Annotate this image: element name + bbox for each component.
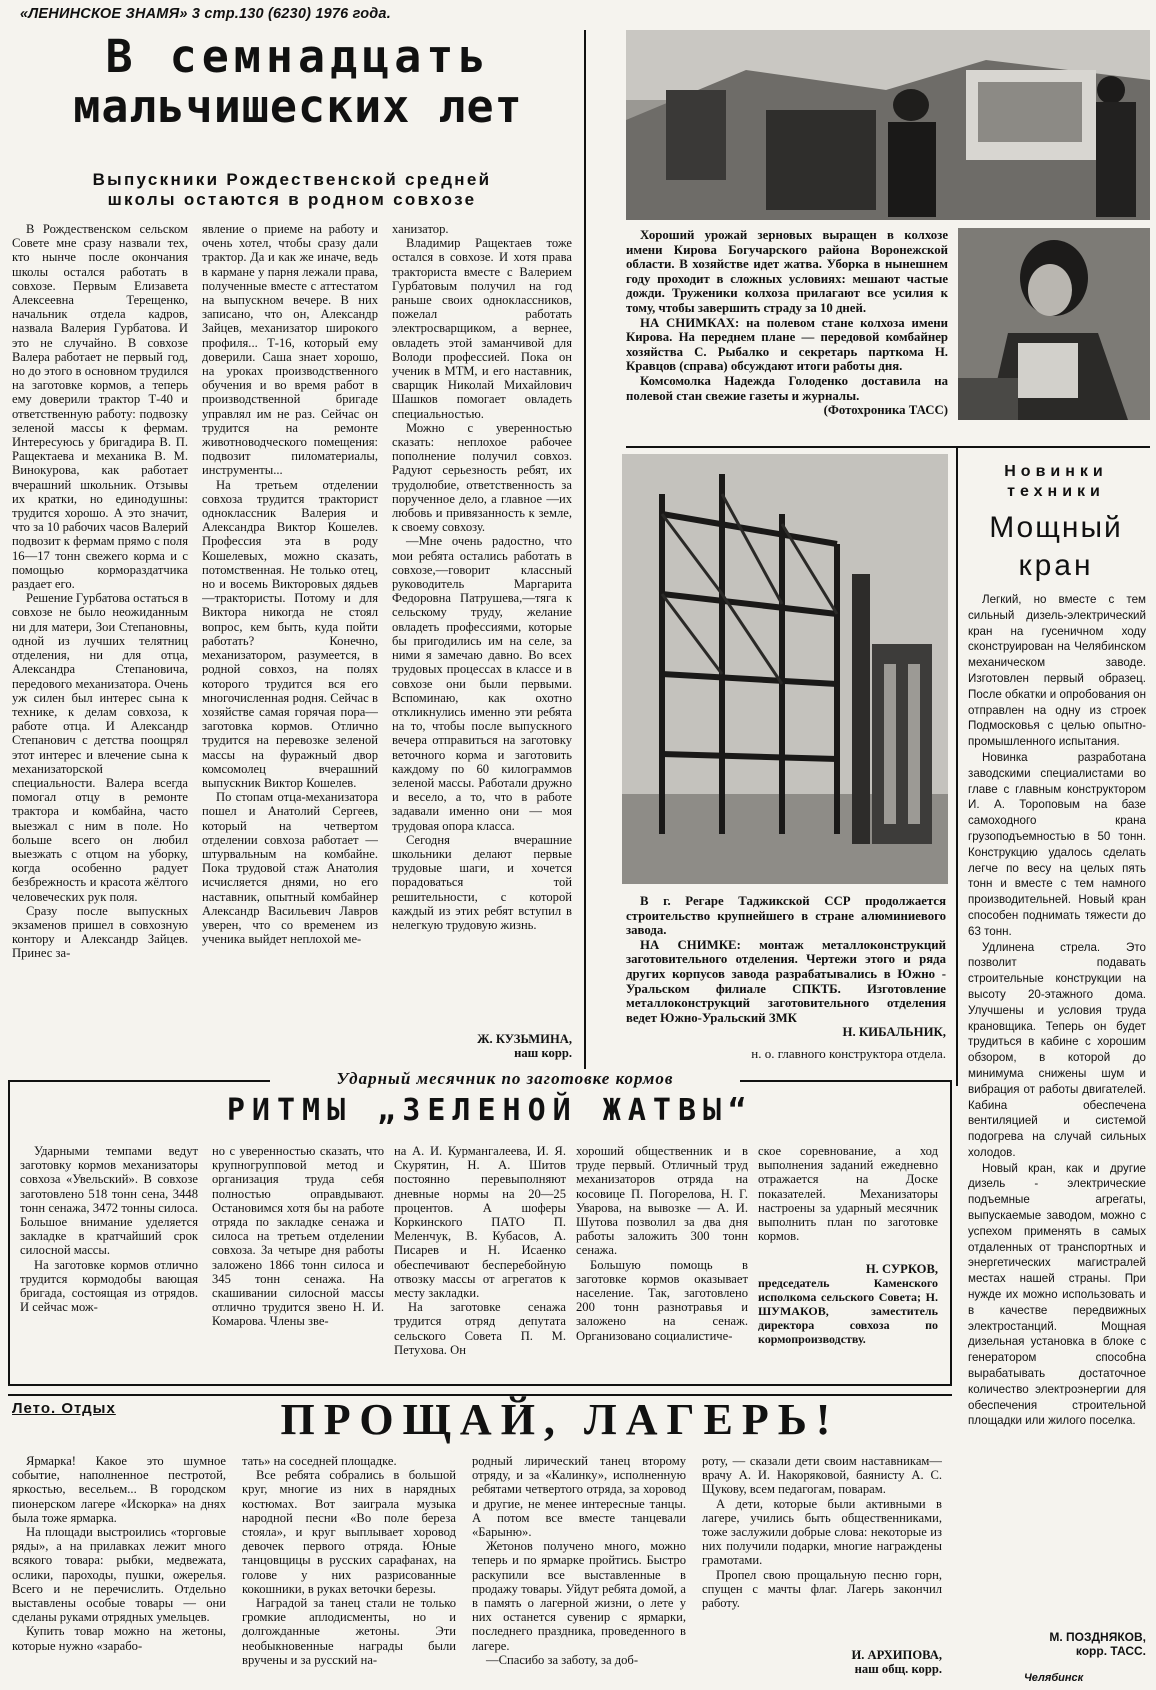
paragraph: но с уверенностью сказать, что крупногрупповой метод и организация труда себя полностью оправдывают. Остановимся хотя бы на работе отряда по закладке сенажа и силоса на третьем отделении совхоза. За четыре дня работы заложено 1866 тонн силоса и 345 тонн сенажа. На скашивании силосной массы отлично трудится звено Н. И. Комарова. Члены зве-: [212, 1144, 384, 1329]
article1-column-2: [202, 222, 378, 1064]
paragraph: На площади выстроились «торговые ряды», а на прилавках лежит много всякого товара: рыбки, медвежата, ослики, пароходы, пушки, ожерелья. Всего и не перечислить. Отдельно выставлены особые товары — они сделаны руками отрядных умельцев.: [12, 1525, 226, 1625]
caption-text: Комсомолка Надежда Голоденко доставила на полевой стан свежие газеты и журналы.: [626, 373, 948, 403]
harvest-photo: [626, 30, 1150, 220]
paragraph: Пропел свою прощальную песню горн, спущен с мачты флаг. Лагерь закончил работу.: [702, 1567, 942, 1611]
paragraph: Можно с уверенностью сказать: неплохое рабочее пополнение получил совхоз. Радуют серьезность ребят, их трудолюбие, ответственность за порученное дело, а главное —их любовь и привязанность к земле, к своему совхозу.: [392, 420, 572, 535]
paragraph: На заготовке кормов отлично трудится кормодобы вающая бригада, состоящая из отрядов. И сейчас мож-: [20, 1257, 198, 1315]
article3-kicker: Лето. Отдых: [12, 1400, 116, 1417]
construction-caption: [626, 894, 946, 1040]
komsomol-photo-image: [958, 228, 1150, 420]
paragraph: ское соревнование, а ход выполнения заданий ежедневно отражается на Доске показателей. Механизаторы настроены за ударный месячник выполнить план по заготовке кормов.: [758, 1144, 938, 1244]
author-name: И. АРХИПОВА,: [851, 1648, 942, 1662]
construction-photo-image: [622, 454, 948, 884]
article2-column-2: [212, 1144, 384, 1380]
subtitle-line-2: школы остаются в родном совхозе: [107, 190, 477, 209]
sidebar-title-2: кран: [1018, 549, 1094, 582]
article2-column-1: [20, 1144, 198, 1380]
author-name: Ж. КУЗЬМИНА,: [477, 1032, 572, 1046]
paragraph: Новый кран, как и другие дизель - электрические подъемные агрегаты, выпускаемые заводом, можно с успехом применять в самых отдаленных от транспортных и энергетических магистралей местах нашей страны. При нужде их можно использовать и в качестве передвижных электростанций. Мощная дизельная установка в блоке с генератором способна вырабатывать достаточное количество электроэнергии для обеспечения строительной площадки или жилого поселка.: [968, 1161, 1146, 1428]
paragraph: На третьем отделении совхоза трудится тракторист одноклассник Валерия и Александра Виктор Кошелев. Профессия эта в роду Кошелевых, можно сказать, потомственная. Не только отец, но и восемь Викторовых дядьев—трактористы. Потому и для Виктора никогда не стоял вопрос, кем быть, куда пойти работать? Конечно, механизатором, разумеется, в родной совхоз, на полях которого трудится вся его многочисленная родня. Сейчас в хозяйстве самая горячая пора— заготовка кормов. Отлично трудится на перевозке зеленой массы на фуражный двор комсомолец вчерашний выпускник Виктор Кошелев.: [202, 477, 378, 790]
paragraph: —Мне очень радостно, что мои ребята остались работать в совхозе,—говорит классный руководитель Маргарита Федоровна Патрушева,—тяга к сельскому труду, желание овладеть профессиями, которые бы пригодились им на селе, за ними я замечаю давно. Во всех трудовых процессах в классе и в совхозе они были первыми. Вспоминаю, как охотно откликнулись именно эти ребята на то, чтобы после выпускного вечера отправиться на заготовку веточного корма и заготовить каждому по 60 килограммов зеленой массы. Работали дружно и весело, а то, что в работе задавали именно они — моя трудовая опора класса.: [392, 534, 572, 833]
column-divider: [584, 30, 586, 1070]
sidebar-place: Челябинск: [1024, 1672, 1084, 1684]
paragraph: Новинка разработана заводскими специалистами во главе с главным конструктором И. А. Тороповым на базе самоходного крана грузоподъемностью в 50 тонн. Конструкцию удалось сделать легче по весу на целых пять тонн и вместе с тем намного производительней. Новый кран способен поднимать тяжести до 63 тонн.: [968, 750, 1146, 938]
article3-column-3: [472, 1454, 686, 1686]
article1-column-3: [392, 222, 572, 1034]
paragraph: Большую помощь в заготовке кормов оказывает население. Так, заготовлено 200 тонн разнотравья и заложено на сенаж. Организовано социалистиче-: [576, 1257, 748, 1343]
author-role: председатель Каменского исполкома сельского Совета; Н. ШУМАКОВ, заместитель директора совхоза по кормопроизводству.: [758, 1276, 938, 1347]
paragraph: родный лирический танец второму отряду, и за «Калинку», исполненную ребятами четвертого отряда, за хоровод и другие, не менее интересные танцы. А потом все вместе танцевали «Барыню».: [472, 1454, 686, 1540]
article1-signature: [392, 1032, 572, 1060]
paragraph: В Рождественском сельском Совете мне сразу назвали тех, кто нынче после окончания школы остался работать в совхозе. Первым Елизавета Алексеевна Терещенко, начальник отдела кадров, назвала Валерия Гурбатова. И это не случайно. В совхозе Валера работает не первый год, но до этого в основном трудился на заготовке кормов, а теперь ему доверили трактор Т-40 и ответственную работу: подвозку зеленой массы к фермам. Интересуюсь у бригадира В. П. Ращектаева и механика В. М. Винокурова, как работает вчерашний школьник. Отзывы их кратки, но единодушны: трудится хорошо. А это значит, что за 10 рабочих часов Валерий подвозит к фермам прямо с поля 16—17 тонн свежего корма и с помощью кормораздатчика раздает его.: [12, 222, 188, 592]
article3-column-2: [242, 1454, 456, 1686]
paragraph: Ярмарка! Какое это шумное событие, наполненное пестротой, яркостью, весельем... В городском пионерском лагере «Искорка» на днях была тоже ярмарка.: [12, 1454, 226, 1525]
article2-column-5: [758, 1144, 938, 1244]
article3-signature: [702, 1648, 942, 1676]
article2-signature: [758, 1262, 938, 1346]
paragraph: А дети, которые были активными в лагере, учились быть общественниками, тоже заслужили добрые слова: некоторые из них получили подарки, многие награждены грамотами.: [702, 1496, 942, 1568]
paragraph: По стопам отца-механизатора пошел и Анатолий Сергеев, который на четвертом отделении совхоза работает — штурвальным на комбайне. Пока трудовой стаж Анатолия исчисляется днями, но его наставник, опытный комбайнер Александр Васильевич Лавров уверен, что со временем из ученика выйдет неплохой ме-: [202, 790, 378, 947]
paragraph: Купить товар можно на жетоны, которые нужно «зарабо-: [12, 1624, 226, 1653]
credit-name: Н. КИБАЛЬНИК,: [842, 1025, 946, 1040]
headline-line-1: В семнадцать: [105, 30, 491, 83]
construction-photo: [622, 454, 948, 884]
paragraph: на А. И. Курмангалеева, И. Я. Скурятин, Н. А. Шитов постоянно перевыполняют дневные нормы на 20—25 процентов. А шоферы Коркинского ПАТО П. Меленчук, В. Кубасов, А. Писарев и Н. Исаенко обеспечивают бесперебойную отвозку массы от агрегатов к месту закладки.: [394, 1144, 566, 1301]
paragraph: Решение Гурбатова остаться в совхозе не было неожиданным ни для матери, Зои Степановны, одной из лучших телятниц отделения, ни для отца, Александра Степановича, передового механизатора. Очень уж силен был интерес сына к технике, к делам совхоза, к работе отца. И Александр Степанович с детства поощрял этот интерес и влечение сына к механизаторской специальности. Валера всегда помогал отцу в ремонте трактора и комбайна, часто выезжал с ним в поле. Но больше всего он любил выезжать с отцом на уборку, когда особенно радует безбрежность и красота жёлтого человеческих рук поля.: [12, 591, 188, 904]
caption-text: НА СНИМКАХ: на полевом стане колхоза имени Кирова. На переднем плане — передовой комбайнер хозяйства С. Рыбалко и секретарь парткома Н. Кравцов (справа) обсуждают итоги работы дня.: [626, 315, 948, 374]
construction-credit-role: н. о. главного конструктора отдела.: [751, 1046, 946, 1061]
article2-kicker: Ударный месячник по заготовке кормов: [270, 1069, 740, 1089]
article3-title: ПРОЩАЙ, ЛАГЕРЬ!: [280, 1395, 840, 1444]
section-divider: [626, 446, 1150, 448]
sidebar-header: [962, 462, 1150, 584]
sidebar-body: [968, 592, 1146, 1642]
author-role: корр. ТАСС.: [1075, 1644, 1146, 1658]
sidebar-signature: [968, 1630, 1146, 1658]
paragraph: Сразу после выпускных экзаменов пришел в совхозную контору и Александр Зайцев. Принес за-: [12, 903, 188, 961]
author-name: Н. СУРКОВ,: [865, 1262, 938, 1276]
paragraph: Наградой за танец стали не только громкие аплодисменты, но и долгожданные жетоны. Эти необыкновенные награды были вручены и за русский на-: [242, 1596, 456, 1667]
caption-text: НА СНИМКЕ: монтаж металлоконструкций заготовительного отделения. Чертежи этого и ряда других корпусов завода разрабатывались в Южно - Уральском филиале СПКТБ. Изготовление металлоконструкций заготовительного отделения ведет Южно-Уральский ЗМК: [626, 937, 946, 1025]
headline-line-2: мальчишеских лет: [73, 80, 523, 133]
paragraph: Удлинена стрела. Это позволит подавать строительные конструкции на высоту 20-этажного дома. Улучшены и условия труда крановщика. Теперь он будет трудиться в кабине с хорошим обзором, в которой до минимума снижены шум и вибрация от работы двигателей. Кабина обеспечена вентиляцией и системой подогрева на случай сильных холодов.: [968, 940, 1146, 1159]
article1-headline: [28, 32, 568, 132]
article2-column-3: [394, 1144, 566, 1380]
harvest-caption: [626, 228, 948, 418]
paragraph: явление о приеме на работу и очень хотел, чтобы сразу дали трактор. Да и как же иначе, ведь в кармане у парня лежали права, полученные вместе с аттестатом на выпускном вечере. В них записано, что он, Александр Зайцев, механизатор широкого профиля... Т-16, который ему доверили. Саша знает хорошо, на уроках производственного обучения и во время работ в производственной бригаде управлял им не раз. Сейчас он трудится на ремонте животноводческого помещения: подвозит пиломатериалы, инструменты...: [202, 222, 378, 478]
sidebar-divider: [956, 446, 958, 1086]
paragraph: тать» на соседней площадке.: [242, 1454, 397, 1468]
article2-title: РИТМЫ „ЗЕЛЕНОЙ ЖАТВЫ“: [226, 1093, 754, 1128]
masthead: «ЛЕНИНСКОЕ ЗНАМЯ» 3 стр.130 (6230) 1976 года.: [20, 6, 391, 22]
paragraph: Жетонов получено много, можно теперь и по ярмарке пройтись. Быстро раскупили все выставленные в продажу товары. Уйдут ребята домой, а в память о лагерной жизни, о лете у них останется сувенир с ярмарки, последнего праздника, проведенного в лагере.: [472, 1539, 686, 1653]
komsomol-photo: [958, 228, 1150, 420]
sidebar-title-1: Мощный: [989, 511, 1123, 544]
paragraph: Ударными темпами ведут заготовку кормов механизаторы совхоза «Увельский». В совхозе заготовлено 518 тонн сена, 3448 тонн сенажа, 3472 тонны силоса. Большое внимание уделяется закладке в кратчайший срок силосной массы.: [20, 1144, 198, 1258]
article3-column-4: [702, 1454, 942, 1644]
paragraph: Все ребята собрались в большой круг, многие из них в нарядных костюмах. Вот заиграла музыка народной песни «Во поле береза стояла», и круг выплывает хоровод девочек первого отряда. Юные танцовщицы в русских сарафанах, на голове у них разрисованные кокошники, в руках веточки березы.: [242, 1468, 456, 1596]
article1-subtitle: [12, 170, 572, 210]
paragraph: хороший общественник и в труде первый. Отличный труд механизаторов отряда на косовице П. Погорелова, Н. Г. Уварова, на вывозке — А. И. Шутова позволил за два дня работы заложить 300 тонн сенажа.: [576, 1144, 748, 1258]
paragraph: На заготовке сенажа трудится отряд депутата сельского Совета П. М. Петухова. Он: [394, 1300, 566, 1357]
paragraph: ханизатор.: [392, 222, 449, 236]
photo-credit: (Фотохроника ТАСС): [823, 403, 948, 418]
paragraph: Легкий, но вместе с тем сильный дизель-электрический кран на гусеничном ходу сконструирован на Челябинском механическом заводе. Изготовлен первый образец. После обкатки и опробования он отправлен на одну из строек Подмосковья с целью опытно-промышленного испытания.: [968, 593, 1146, 749]
caption-text: В г. Регаре Таджикской ССР продолжается строительство крупнейшего в стране алюминиевого завода.: [626, 894, 946, 938]
author-role: наш общ. корр.: [854, 1662, 942, 1677]
article3-column-1: [12, 1454, 226, 1686]
subtitle-line-1: Выпускники Рождественской средней: [92, 170, 492, 189]
sidebar-kicker-2: техники: [1007, 483, 1105, 500]
paragraph: —Спасибо за заботу, за доб-: [486, 1652, 639, 1667]
article1-column-1: [12, 222, 188, 1064]
caption-text: Хороший урожай зерновых выращен в колхозе имени Кирова Богучарского района Воронежской области. В хозяйстве идет жатва. Уборка в нынешнем году проходит в сложных условиях: мешают частые дожди. Труженики колхоза прилагают все усилия к тому, чтобы завершить страду за 10 дней.: [626, 228, 948, 315]
sidebar-kicker-1: Новинки: [1004, 463, 1108, 480]
article2-column-4: [576, 1144, 748, 1380]
author-role: наш корр.: [514, 1046, 572, 1061]
harvest-photo-image: [626, 30, 1150, 220]
paragraph: роту, — сказали дети своим наставникам— врачу А. И. Накоряковой, баянисту А. С. Щукову, всем педагогам, поварам.: [702, 1454, 942, 1497]
paragraph: Сегодня вчерашние школьники делают первые трудовые шаги, и хочется порадоваться той решительности, с которой каждый из этих ребят вступил в нелегкую трудовую жизнь.: [392, 832, 572, 932]
author-name: М. ПОЗДНЯКОВ,: [1049, 1630, 1146, 1644]
paragraph: Владимир Ращектаев тоже остался в совхозе. И хотя права тракториста вместе с Валерием Гурбатовым получил на год раньше своих одноклассников, пожелал работать электросварщиком, а вернее, овладеть этой заманчивой для Володи профессией. Пока он ученик в МТМ, и его наставник, сварщик Николай Михайлович Шашков помогает овладеть специальностью.: [392, 236, 572, 421]
